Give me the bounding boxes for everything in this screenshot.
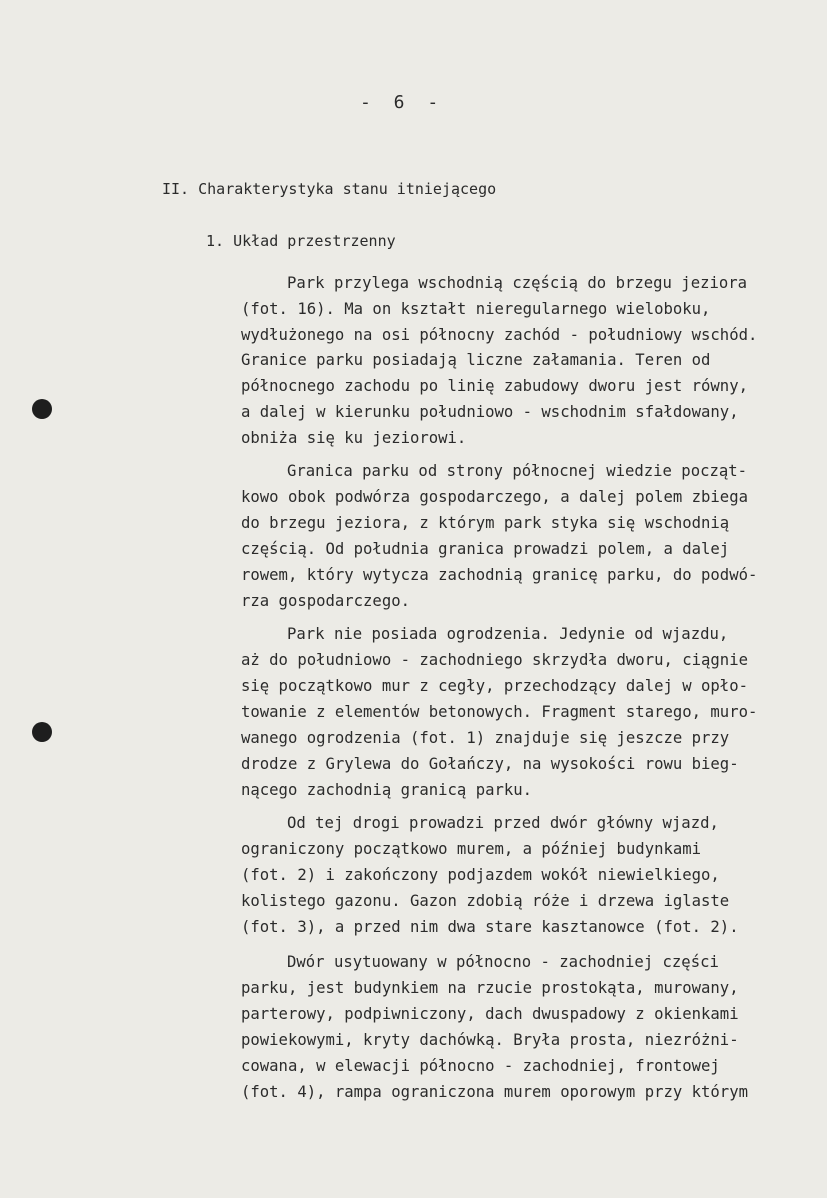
page-number: - 6 -	[360, 92, 445, 113]
text-line: drodze z Grylewa do Gołańczy, na wysokości rowu bieg-	[241, 755, 739, 773]
punch-hole	[32, 722, 52, 742]
text-line: Park przylega wschodnią częścią do brzegu jeziora	[287, 274, 748, 292]
text-line: (fot. 16). Ma on kształt nieregularnego wieloboku,	[241, 300, 711, 318]
text-line: wydłużonego na osi północny zachód - południowy wschód.	[241, 326, 758, 344]
text-line: kowo obok podwórza gospodarczego, a dalej polem zbiega	[241, 488, 748, 506]
text-line: Park nie posiada ogrodzenia. Jedynie od wjazdu,	[287, 625, 729, 643]
text-line: aż do południowo - zachodniego skrzydła dworu, ciągnie	[241, 651, 748, 669]
text-line: Dwór usytuowany w północno - zachodniej części	[287, 953, 719, 971]
text-line: parku, jest budynkiem na rzucie prostokąta, murowany,	[241, 979, 739, 997]
text-line: (fot. 4), rampa ograniczona murem oporowym przy którym	[241, 1083, 748, 1101]
text-line: a dalej w kierunku południowo - wschodnim sfałdowany,	[241, 403, 739, 421]
text-line: ograniczony początkowo murem, a później budynkami	[241, 840, 702, 858]
text-line: Granice parku posiadają liczne załamania. Teren od	[241, 351, 711, 369]
punch-hole	[32, 399, 52, 419]
text-line: nącego zachodnią granicą parku.	[241, 781, 533, 799]
text-line: częścią. Od południa granica prowadzi polem, a dalej	[241, 540, 730, 558]
text-line: Od tej drogi prowadzi przed dwór główny wjazd,	[287, 814, 719, 832]
text-line: obniża się ku jeziorowi.	[241, 429, 467, 447]
text-line: północnego zachodu po linię zabudowy dworu jest równy,	[241, 377, 748, 395]
text-line: wanego ogrodzenia (fot. 1) znajduje się jeszcze przy	[241, 729, 730, 747]
text-line: powiekowymi, kryty dachówką. Bryła prosta, niezróżni-	[241, 1031, 739, 1049]
text-line: (fot. 3), a przed nim dwa stare kasztanowce (fot. 2).	[241, 918, 739, 936]
text-line: się początkowo mur z cegły, przechodzący dalej w opło-	[241, 677, 748, 695]
text-line: kolistego gazonu. Gazon zdobią róże i drzewa iglaste	[241, 892, 730, 910]
text-line: Granica parku od strony północnej wiedzie począt-	[287, 462, 748, 480]
text-line: (fot. 2) i zakończony podjazdem wokół niewielkiego,	[241, 866, 720, 884]
section-heading: II. Charakterystyka stanu itniejącego	[162, 180, 497, 198]
text-line: do brzegu jeziora, z którym park styka się wschodnią	[241, 514, 730, 532]
text-line: parterowy, podpiwniczony, dach dwuspadowy z okienkami	[241, 1005, 739, 1023]
text-line: rowem, który wytycza zachodnią granicę parku, do podwó-	[241, 566, 758, 584]
subsection-heading: 1. Układ przestrzenny	[206, 232, 396, 250]
text-line: cowana, w elewacji północno - zachodniej, frontowej	[241, 1057, 720, 1075]
text-line: rza gospodarczego.	[241, 592, 410, 610]
text-line: towanie z elementów betonowych. Fragment starego, muro-	[241, 703, 758, 721]
